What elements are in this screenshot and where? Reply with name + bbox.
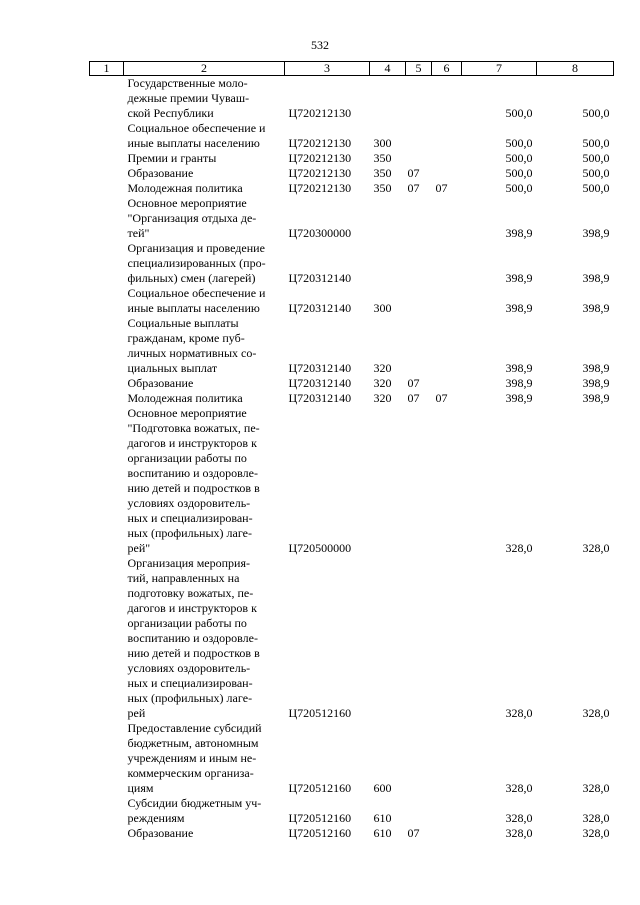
row-value7-cell: 398,9	[505, 301, 533, 315]
row-value8-cell: 500,0	[582, 151, 610, 165]
table-row	[90, 826, 614, 841]
table-row	[90, 376, 614, 391]
row-col4-cell	[370, 556, 406, 721]
row-name-cell: Премии и гранты	[127, 151, 217, 165]
row-col5-cell	[406, 406, 432, 556]
row-value8-cell: 328,0	[582, 826, 610, 840]
row-value7-cell: 398,9	[505, 271, 533, 285]
row-index-cell	[90, 76, 124, 122]
row-code-cell: Ц720500000	[288, 541, 352, 555]
row-value8-cell: 398,9	[582, 301, 610, 315]
row-col5-cell: 07	[407, 376, 420, 390]
row-value8-cell: 328,0	[582, 706, 610, 720]
row-name-cell: Социальные выплаты гражданам, кроме пуб- личных нормативных со- циальных выплат	[127, 316, 257, 375]
row-col5-cell	[406, 556, 432, 721]
row-name-cell: Социальное обеспечение и иные выплаты населению	[127, 286, 266, 315]
row-code-cell: Ц720312140	[288, 376, 352, 390]
row-col4-cell: 350	[373, 151, 392, 165]
column-header: 6	[432, 62, 462, 76]
row-value7-cell: 398,9	[505, 391, 533, 405]
row-code-cell: Ц720512160	[288, 781, 352, 795]
row-code-cell: Ц720512160	[288, 811, 352, 825]
row-col4-cell: 300	[373, 136, 392, 150]
row-value7-cell: 500,0	[505, 166, 533, 180]
row-code-cell: Ц720300000	[288, 226, 352, 240]
row-index-cell	[90, 181, 124, 196]
table-row	[90, 181, 614, 196]
row-code-cell: Ц720512160	[288, 826, 352, 840]
table-row	[90, 166, 614, 181]
row-code-cell: Ц720212130	[288, 166, 352, 180]
row-col4-cell	[370, 196, 406, 241]
row-col4-cell: 350	[373, 181, 392, 195]
table-row	[90, 406, 614, 556]
row-value7-cell: 328,0	[505, 541, 533, 555]
table-row	[90, 76, 614, 122]
row-col4-cell: 320	[373, 391, 392, 405]
row-col4-cell	[370, 76, 406, 122]
row-value7-cell: 328,0	[505, 811, 533, 825]
row-value8-cell: 398,9	[582, 226, 610, 240]
row-code-cell: Ц720512160	[288, 706, 352, 720]
row-value8-cell: 500,0	[582, 181, 610, 195]
row-code-cell: Ц720212130	[288, 106, 352, 120]
row-col6-cell	[432, 166, 462, 181]
row-col5-cell	[406, 286, 432, 316]
row-col4-cell	[370, 241, 406, 286]
row-name-cell: Образование	[127, 826, 194, 840]
column-header: 4	[370, 62, 406, 76]
row-col6-cell: 07	[435, 391, 448, 405]
row-name-cell: Образование	[127, 166, 194, 180]
row-value8-cell: 500,0	[582, 106, 610, 120]
row-col5-cell	[406, 196, 432, 241]
row-code-cell: Ц720212130	[288, 136, 352, 150]
row-index-cell	[90, 121, 124, 151]
row-value8-cell: 328,0	[582, 541, 610, 555]
row-col6-cell	[432, 76, 462, 122]
row-col6-cell: 07	[435, 181, 448, 195]
row-col4-cell: 350	[373, 166, 392, 180]
row-value7-cell: 398,9	[505, 226, 533, 240]
column-header: 1	[90, 62, 124, 76]
row-col6-cell	[432, 796, 462, 826]
row-col6-cell	[432, 151, 462, 166]
row-value7-cell: 328,0	[505, 826, 533, 840]
row-value7-cell: 328,0	[505, 706, 533, 720]
row-value8-cell: 398,9	[582, 376, 610, 390]
row-col5-cell: 07	[407, 826, 420, 840]
row-col5-cell: 07	[407, 166, 420, 180]
row-index-cell	[90, 196, 124, 241]
row-index-cell	[90, 166, 124, 181]
row-name-cell: Субсидии бюджетным уч- реждениям	[127, 796, 262, 825]
row-value8-cell: 500,0	[582, 166, 610, 180]
row-value8-cell: 398,9	[582, 361, 610, 375]
row-col5-cell	[406, 76, 432, 122]
row-code-cell: Ц720312140	[288, 361, 352, 375]
row-code-cell: Ц720212130	[288, 151, 352, 165]
row-col6-cell	[432, 316, 462, 376]
column-header: 3	[285, 62, 370, 76]
row-value7-cell: 398,9	[505, 376, 533, 390]
row-col4-cell: 300	[373, 301, 392, 315]
table-row	[90, 286, 614, 316]
row-col6-cell	[432, 121, 462, 151]
row-value8-cell: 328,0	[582, 811, 610, 825]
row-value8-cell: 500,0	[582, 136, 610, 150]
table-header-row	[90, 62, 614, 76]
table-row	[90, 196, 614, 241]
row-value7-cell: 500,0	[505, 136, 533, 150]
row-col5-cell	[406, 151, 432, 166]
row-col5-cell: 07	[407, 391, 420, 405]
column-header: 5	[406, 62, 432, 76]
row-value8-cell: 398,9	[582, 271, 610, 285]
row-col4-cell: 610	[373, 811, 392, 825]
row-name-cell: Предоставление субсидий бюджетным, автономным учреждениям и иным не- коммерческим организа- циям	[127, 721, 262, 795]
row-col6-cell	[432, 556, 462, 721]
row-index-cell	[90, 316, 124, 376]
row-index-cell	[90, 556, 124, 721]
table-row	[90, 151, 614, 166]
row-name-cell: Молодежная политика	[127, 181, 243, 195]
row-col6-cell	[432, 286, 462, 316]
row-col5-cell	[406, 721, 432, 796]
row-value7-cell: 500,0	[505, 181, 533, 195]
row-col6-cell	[432, 406, 462, 556]
row-value7-cell: 328,0	[505, 781, 533, 795]
row-col5-cell: 07	[407, 181, 420, 195]
column-header: 7	[462, 62, 537, 76]
row-col6-cell	[432, 721, 462, 796]
row-value7-cell: 500,0	[505, 151, 533, 165]
row-col5-cell	[406, 316, 432, 376]
row-index-cell	[90, 391, 124, 406]
row-name-cell: Основное мероприятие "Организация отдыха де- тей"	[127, 196, 257, 240]
table-row	[90, 121, 614, 151]
row-col5-cell	[406, 121, 432, 151]
row-code-cell: Ц720312140	[288, 391, 352, 405]
column-header: 8	[537, 62, 614, 76]
page-number: 532	[311, 38, 329, 52]
row-index-cell	[90, 376, 124, 391]
row-col6-cell	[432, 196, 462, 241]
row-code-cell: Ц720312140	[288, 301, 352, 315]
budget-table	[89, 61, 614, 841]
row-value8-cell: 398,9	[582, 391, 610, 405]
row-index-cell	[90, 406, 124, 556]
row-name-cell: Организация и проведение специализированных (про- фильных) смен (лагерей)	[127, 241, 266, 285]
row-col6-cell	[432, 826, 462, 841]
row-name-cell: Организация мероприя- тий, направленных на подготовку вожатых, пе- дагогов и инструкторов к организации работы по воспитанию и оздоровле- нию детей и подростков в условиях оздоровитель- ных и специализирован- ных (профильных) лагe- рей	[127, 556, 260, 720]
row-index-cell	[90, 796, 124, 826]
row-value8-cell: 328,0	[582, 781, 610, 795]
row-col4-cell: 320	[373, 361, 392, 375]
row-value7-cell: 398,9	[505, 361, 533, 375]
row-col4-cell	[370, 406, 406, 556]
row-col6-cell	[432, 241, 462, 286]
table-row	[90, 796, 614, 826]
table-row	[90, 556, 614, 721]
table-row	[90, 316, 614, 376]
row-value7-cell: 500,0	[505, 106, 533, 120]
row-name-cell: Государственные моло- дежные премии Чуваш- ской Республики	[127, 76, 250, 120]
table-row	[90, 391, 614, 406]
row-name-cell: Образование	[127, 376, 194, 390]
row-code-cell: Ц720312140	[288, 271, 352, 285]
row-index-cell	[90, 826, 124, 841]
row-code-cell: Ц720212130	[288, 181, 352, 195]
row-col4-cell: 320	[373, 376, 392, 390]
table-row	[90, 241, 614, 286]
table-row	[90, 721, 614, 796]
row-col5-cell	[406, 241, 432, 286]
row-col4-cell: 610	[373, 826, 392, 840]
row-name-cell: Молодежная политика	[127, 391, 243, 405]
row-index-cell	[90, 286, 124, 316]
row-name-cell: Основное мероприятие "Подготовка вожатых, пе- дагогов и инструкторов к организации работы по воспитанию и оздоровле- нию детей и подростков в условиях оздоровитель- ных и специализирован- ных (профильных) лаге- рей"	[127, 406, 260, 555]
row-name-cell: Социальное обеспечение и иные выплаты населению	[127, 121, 266, 150]
column-header: 2	[124, 62, 285, 76]
row-index-cell	[90, 151, 124, 166]
row-index-cell	[90, 721, 124, 796]
row-col5-cell	[406, 796, 432, 826]
row-index-cell	[90, 241, 124, 286]
row-col4-cell: 600	[373, 781, 392, 795]
row-col6-cell	[432, 376, 462, 391]
